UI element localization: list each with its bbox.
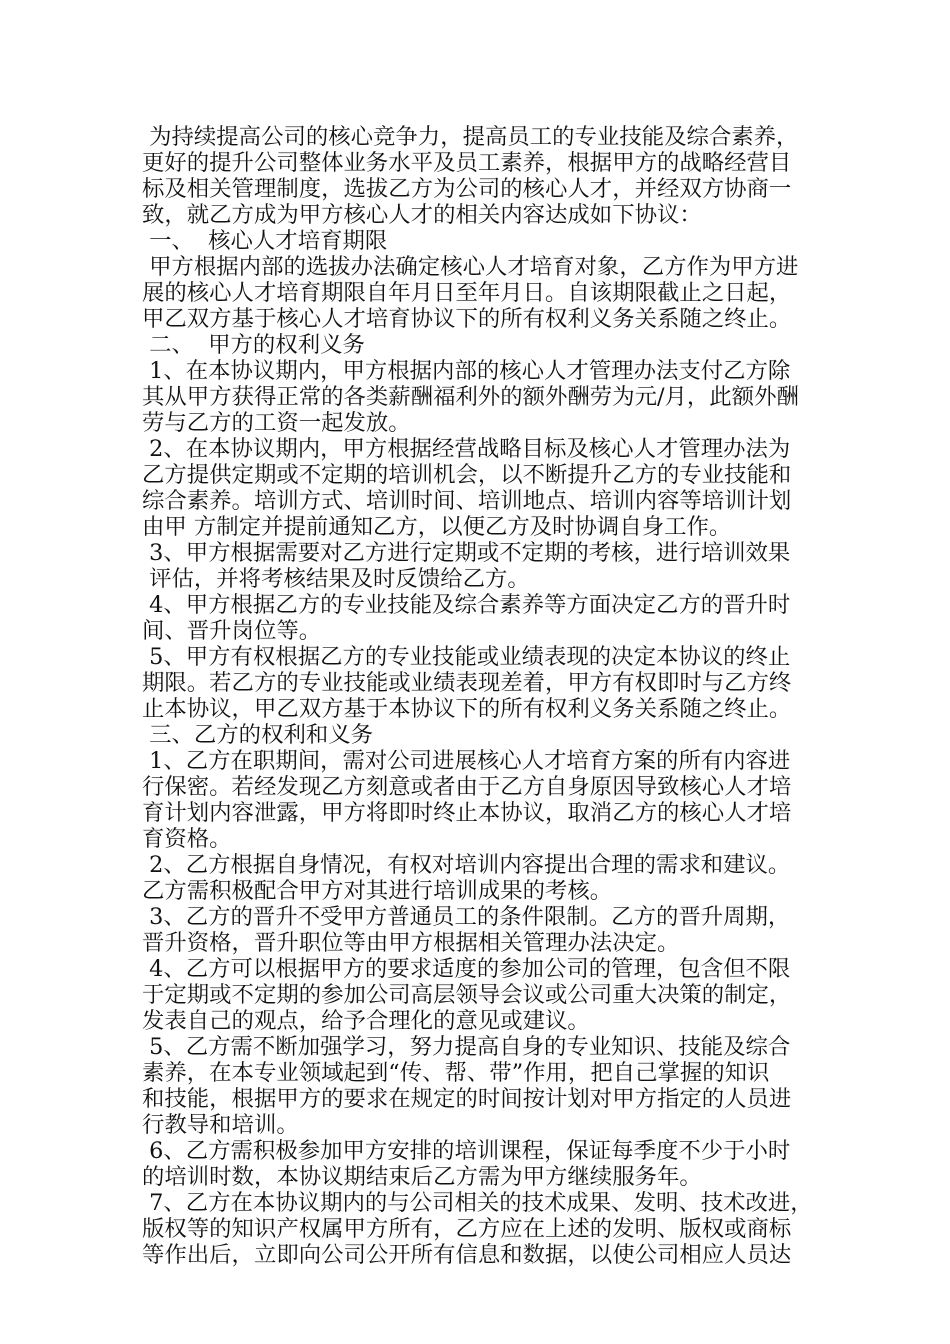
clause-line: 2、在本协议期内，甲方根据经营战略目标及核心人才管理办法为 — [142, 436, 791, 462]
section-heading-2: 二、 甲方的权利义务 — [142, 332, 365, 358]
clause-line: 综合素养。培训方式、培训时间、培训地点、培训内容等培训计划 — [142, 488, 792, 514]
intro-line: 致，就乙方成为甲方核心人才的相关内容达成如下协议： — [142, 202, 702, 228]
paragraph-line: 甲乙双方基于核心人才培育协议下的所有权利义务关系随之终止。 — [142, 306, 792, 332]
clause-line: 等作出后，立即向公司公开所有信息和数据，以使公司相应人员达 — [142, 1242, 792, 1268]
clause-line: 评估，并将考核结果及时反馈给乙方。 — [142, 566, 530, 592]
clause-line: 乙方提供定期或不定期的培训机会，以不断提升乙方的专业技能和 — [142, 462, 792, 488]
clause-line: 晋升资格，晋升职位等由甲方根据相关管理办法决定。 — [142, 930, 680, 956]
clause-line: 版权等的知识产权属甲方所有，乙方应在上述的发明、版权或商标 — [142, 1216, 792, 1242]
clause-line: 的培训时数，本协议期结束后乙方需为甲方继续服务年。 — [142, 1164, 702, 1190]
clause-line: 3、乙方的晋升不受甲方普通员工的条件限制。乙方的晋升周期， — [142, 904, 791, 930]
clause-line: 育计划内容泄露，甲方将即时终止本协议，取消乙方的核心人才培 — [142, 800, 792, 826]
clause-line: 5、乙方需不断加强学习，努力提高自身的专业知识、技能及综合 — [142, 1034, 791, 1060]
clause-line: 行教导和培训。 — [142, 1112, 299, 1138]
section-heading-1: 一、 核心人才培育期限 — [142, 228, 388, 254]
clause-line: 素养，在本专业领域起到“传、帮、带”作用，把自己掌握的知识 — [142, 1060, 770, 1086]
clause-line: 期限。若乙方的专业技能或业绩表现差着，甲方有权即时与乙方终 — [142, 670, 792, 696]
clause-line: 间、晋升岗位等。 — [142, 618, 322, 644]
clause-line: 发表自己的观点，给予合理化的意见或建议。 — [142, 1008, 590, 1034]
clause-line: 行保密。若经发现乙方刻意或者由于乙方自身原因导致核心人才培 — [142, 774, 792, 800]
clause-line: 4、甲方根据乙方的专业技能及综合素养等方面决定乙方的晋升时 — [142, 592, 791, 618]
clause-line: 7、乙方在本协议期内的与公司相关的技术成果、发明、技术改进， — [142, 1190, 813, 1216]
clause-line: 其从甲方获得正常的各类薪酬福利外的额外酬劳为元/月，此额外酬 — [142, 384, 799, 410]
clause-line: 劳与乙方的工资一起发放。 — [142, 410, 411, 436]
clause-line: 1、在本协议期内，甲方根据内部的核心人才管理办法支付乙方除 — [142, 358, 791, 384]
clause-line: 4、乙方可以根据甲方的要求适度的参加公司的管理，包含但不限 — [142, 956, 791, 982]
clause-line: 由甲 方制定并提前通知乙方，以便乙方及时协调自身工作。 — [142, 514, 732, 540]
clause-line: 6、乙方需积极参加甲方安排的培训课程，保证每季度不少于小时 — [142, 1138, 791, 1164]
intro-line: 标及相关管理制度，选拔乙方为公司的核心人才，并经双方协商一 — [142, 176, 792, 202]
section-heading-3: 三、乙方的权利和义务 — [142, 722, 374, 748]
clause-line: 育资格。 — [142, 826, 232, 852]
clause-line: 和技能，根据甲方的要求在规定的时间按计划对甲方指定的人员进 — [142, 1086, 792, 1112]
clause-line: 1、乙方在职期间，需对公司进展核心人才培育方案的所有内容进 — [142, 748, 791, 774]
clause-line: 3、甲方根据需要对乙方进行定期或不定期的考核，进行培训效果 — [142, 540, 791, 566]
paragraph-line: 展的核心人才培育期限自年月日至年月日。自该期限截止之日起， — [142, 280, 792, 306]
clause-line: 止本协议，甲乙双方基于本协议下的所有权利义务关系随之终止。 — [142, 696, 792, 722]
clause-line: 乙方需积极配合甲方对其进行培训成果的考核。 — [142, 878, 613, 904]
clause-line: 2、乙方根据自身情况，有权对培训内容提出合理的需求和建议。 — [142, 852, 791, 878]
document-body — [142, 124, 832, 1268]
intro-line: 更好的提升公司整体业务水平及员工素养，根据甲方的战略经营目 — [142, 150, 792, 176]
clause-line: 于定期或不定期的参加公司高层领导会议或公司重大决策的制定， — [142, 982, 792, 1008]
intro-line: 为持续提高公司的核心竞争力，提高员工的专业技能及综合素养， — [142, 124, 799, 150]
paragraph-line: 甲方根据内部的选拔办法确定核心人才培育对象，乙方作为甲方进 — [142, 254, 799, 280]
clause-line: 5、甲方有权根据乙方的专业技能或业绩表现的决定本协议的终止 — [142, 644, 791, 670]
